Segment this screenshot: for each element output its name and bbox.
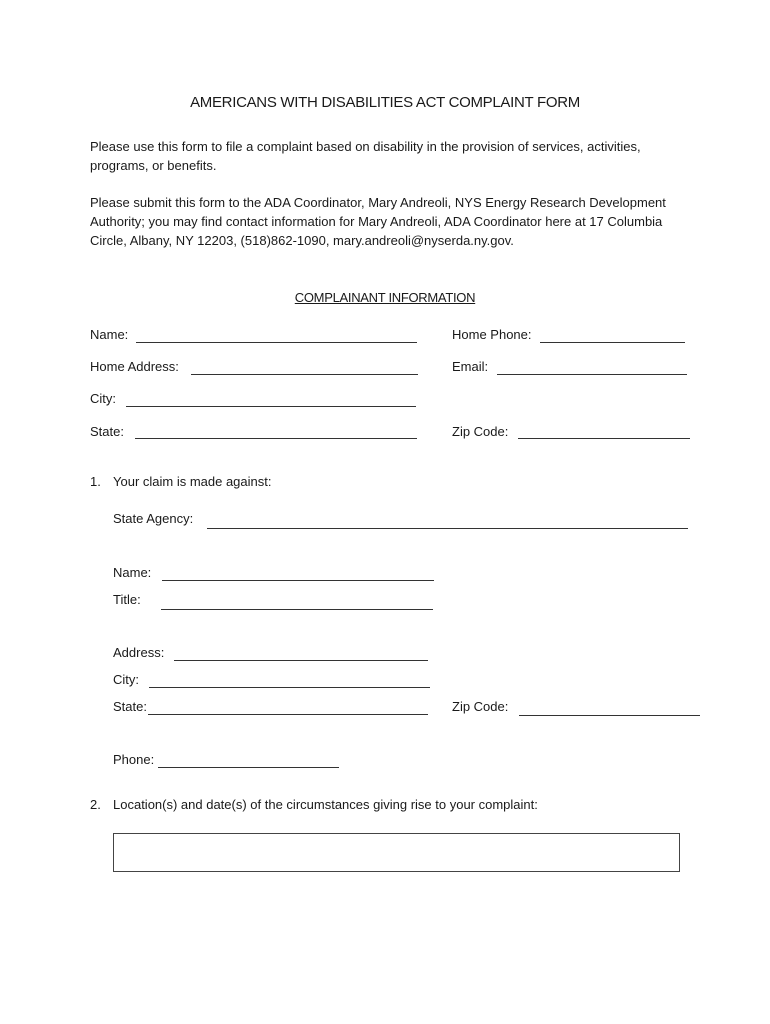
home-address-field[interactable]: [191, 374, 418, 375]
respondent-city-label: City:: [113, 672, 139, 687]
email-label: Email:: [452, 359, 489, 374]
respondent-title-label: Title:: [113, 592, 141, 607]
respondent-address-field[interactable]: [174, 660, 428, 661]
respondent-city-field[interactable]: [149, 687, 430, 688]
question-1-number: 1.: [90, 474, 101, 489]
intro-paragraph: Please use this form to file a complaint based on disability in the provision of services, activities, programs, or benefits.: [90, 139, 641, 173]
respondent-state-field[interactable]: [148, 714, 428, 715]
respondent-name-label: Name:: [113, 565, 152, 580]
respondent-zip-field[interactable]: [519, 715, 700, 716]
complainant-name-label: Name:: [90, 327, 129, 342]
respondent-phone-field[interactable]: [158, 767, 339, 768]
email-field[interactable]: [497, 374, 687, 375]
complainant-section-heading: COMPLAINANT INFORMATION: [294, 290, 476, 305]
respondent-address-label: Address:: [113, 645, 165, 660]
complainant-city-label: City:: [90, 391, 116, 406]
submission-instructions: Please submit this form to the ADA Coordinator, Mary Andreoli, NYS Energy Research Development Authority; you may find contact information for Mary Andreoli, ADA Coordinator here at 17 Columbia Circle, Albany, NY 12203, (518)862-1090, mary.andreoli@nyserda.ny.gov.: [90, 195, 666, 248]
question-2-text: Location(s) and date(s) of the circumstances giving rise to your complaint:: [113, 797, 538, 812]
question-1-text: Your claim is made against:: [113, 474, 272, 489]
state-agency-field[interactable]: [207, 528, 688, 529]
respondent-zip-label: Zip Code:: [452, 699, 509, 714]
complainant-state-label: State:: [90, 424, 124, 439]
complainant-zip-field[interactable]: [518, 438, 690, 439]
location-date-textbox[interactable]: [113, 833, 680, 872]
respondent-state-label: State:: [113, 699, 147, 714]
home-phone-label: Home Phone:: [452, 327, 532, 342]
complainant-zip-label: Zip Code:: [452, 424, 509, 439]
respondent-phone-label: Phone:: [113, 752, 155, 767]
home-address-label: Home Address:: [90, 359, 179, 374]
state-agency-label: State Agency:: [113, 511, 194, 526]
form-title: AMERICANS WITH DISABILITIES ACT COMPLAINT FORM: [190, 94, 580, 111]
question-2-number: 2.: [90, 797, 101, 812]
complainant-state-field[interactable]: [135, 438, 417, 439]
home-phone-field[interactable]: [540, 342, 685, 343]
respondent-title-field[interactable]: [161, 609, 433, 610]
respondent-name-field[interactable]: [162, 580, 434, 581]
complainant-name-field[interactable]: [136, 342, 417, 343]
complainant-city-field[interactable]: [126, 406, 416, 407]
